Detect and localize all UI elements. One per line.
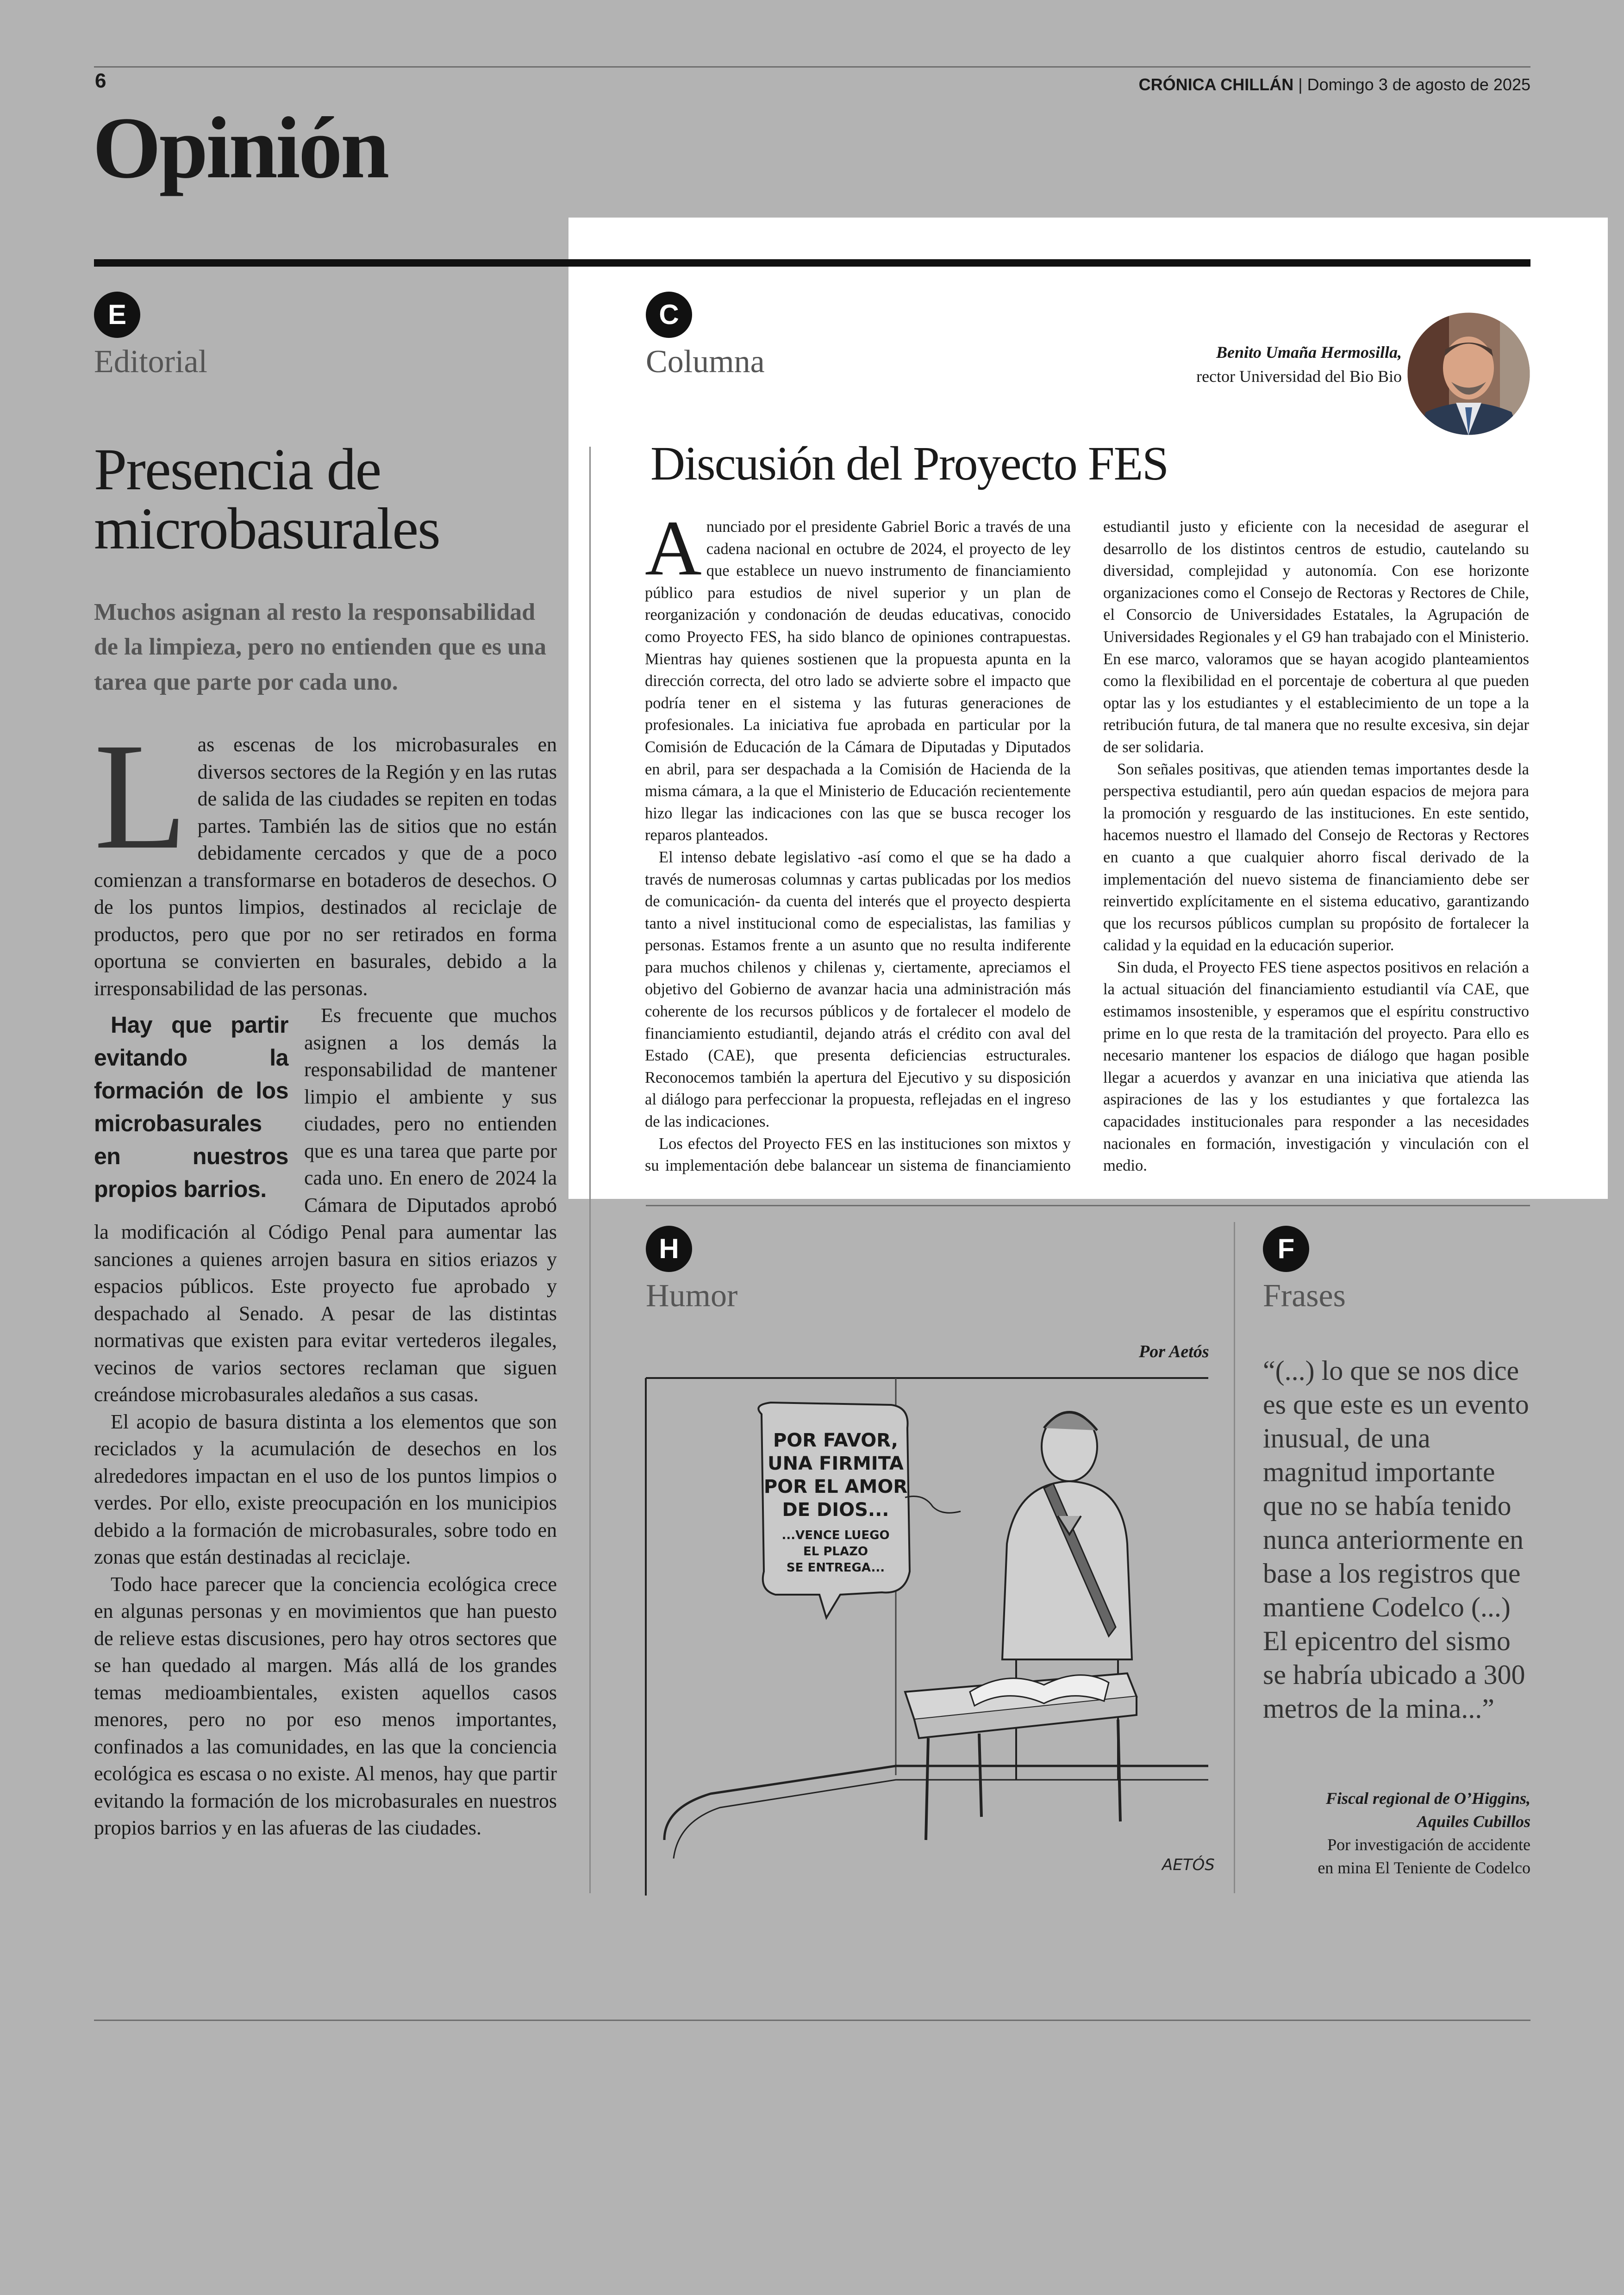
- editorial-headline: Presencia de microbasurales: [94, 437, 440, 561]
- column-kicker: Columna: [646, 344, 765, 380]
- featured-quote: “(...) lo que se nos dice es que este es un evento inusual, de una magnitud importante que no se había tenido nunca anteriormente en base a los registros que mantiene Codelco (...) El epicentro del sismo se habría ubicado a 300 metros de la mina...”: [1263, 1355, 1529, 1724]
- column-paragraph: Sin duda, el Proyecto FES tiene aspectos positivos en relación a la actual situación del financiamiento estudiantil vía CAE, que estimamos insostenible, y esperamos que el espíritu constructivo prime en lo que resta de la tramitación del proyecto. Para ello es necesario mantener los espacios de diálogo que hagan posible llegar a acuerdos y avanzar en una iniciativa que atienda las aspiraciones de las y los estudiantes y que fortalezca las capacidades institucionales para responder a las necesidades nacionales en formación, investigación y vinculación con el medio.: [1103, 958, 1529, 1175]
- editorial-kicker: Editorial: [94, 344, 207, 380]
- author-name: Benito Umaña Hermosilla,: [1216, 343, 1402, 362]
- bubble-line: POR EL AMOR: [763, 1476, 908, 1497]
- editorial-pullquote: Hay que partir evitando la formación de los microbasurales en nuestros propios barrios.: [94, 1012, 288, 1202]
- column-dropcap: A: [645, 505, 702, 592]
- cartoon-signature: AETÓS: [1162, 1856, 1215, 1874]
- masthead-separator: |: [1298, 75, 1303, 94]
- section-rule: [94, 259, 1530, 267]
- column-byline: [1196, 340, 1402, 388]
- quote-author-name: Aquiles Cubillos: [1417, 1812, 1530, 1831]
- bubble-small-line: ...VENCE LUEGO: [781, 1528, 890, 1542]
- editorial-lead: Muchos asignan al resto la responsabilidad de la limpieza, pero no entienden que es una tarea que parte por cada uno.: [94, 599, 547, 695]
- editorial-paragraph: Las escenas de los microbasurales en diversos sectores de la Región y en las rutas de salida de las ciudades se repiten en todas partes. También las de sitios que no están debidamente cercados y que de a poco comienzan a transformarse en botaderos de desechos. O de los puntos limpios, destinados al reciclaje de productos, pero que por no ser retirados en forma oportuna se convierten en basurales, debido a la irresponsabilidad de las personas.: [94, 712, 557, 1000]
- publication-name: CRÓNICA CHILLÁN: [1138, 75, 1294, 94]
- column-paragraph: Anunciado por el presidente Gabriel Boric a través de una cadena nacional en octubre de 2024, el proyecto de ley que establece un nuevo instrumento de financiamiento público para estudios de nivel superior y un plan de reorganización y condonación de deudas educativas, conocido como Proyecto FES, ha sido blanco de opiniones contrapuestas. Mientras hay quienes sostienen que la propuesta apunta en la dirección correcta, del otro lado se advierte sobre el impacto que podría tener en el sistema y las futuras generaciones de profesionales. La iniciativa fue aprobada en particular por la Comisión de Educación de la Cámara de Diputadas y Diputados en abril, para ser despachada a la Comisión de Hacienda de la misma cámara, a la que el Ministerio de Educación recientemente hizo llegar las indicaciones con las que se busca recoger los reparos planteados.: [645, 505, 1071, 844]
- bubble-line: POR FAVOR,: [773, 1430, 899, 1451]
- section-title: Opinión: [93, 100, 388, 197]
- bubble-small-line: SE ENTREGA...: [786, 1561, 885, 1575]
- editorial-paragraph: Hay que partir evitando la formación de los microbasurales en nuestros propios barrios. Es frecuente que muchos asignen a los demás la responsabilidad de mantener limpio el ambiente y sus ciudades, pero no entienden que es una tarea que parte por cada uno. En enero de 2024 la Cámara de Diputados aprobó la modificación al Código Penal para aumentar las sanciones a quienes arrojen basura en sitios eriazos y espacios públicos. Este proyecto fue aprobado y despachado al Senado. A pesar de las distintas normativas que existen para evitar vertederos ilegales, vecinos de varios sectores reclaman que siguen creándose microbasurales aledaños a sus casas.: [94, 1004, 557, 1406]
- bubble-small-line: EL PLAZO: [803, 1545, 868, 1559]
- masthead: [1139, 75, 1530, 94]
- quote-context: Por investigación de accidente: [1327, 1835, 1530, 1854]
- author-photo: [1407, 312, 1530, 435]
- quote-context: en mina El Teniente de Codelco: [1318, 1858, 1530, 1877]
- column-title: Discusión del Proyecto FES: [650, 437, 1168, 490]
- editorial-paragraph: Todo hace parecer que la conciencia ecológica crece en algunas personas y en movimientos que han puesto de relieve estas discusiones, pero hay otros sectores que se han quedado al margen. Más allá de los grandes temas medioambientales, existen aquellos casos menores, pero no por eso menos importantes, confinados a las comunidades, en las que la conciencia ecológica es escasa o no existe. Al menos, hay que partir evitando la formación de los microbasurales en nuestros propios barrios y en las afueras de las ciudades.: [94, 1572, 557, 1839]
- bottom-rule: [94, 2020, 1530, 2021]
- editorial-dropcap: L: [94, 712, 187, 881]
- cartoon-image: [646, 1377, 1215, 1896]
- frases-badge: F: [1263, 1226, 1309, 1272]
- column-badge: C: [646, 292, 692, 338]
- top-rule: [94, 66, 1530, 68]
- column-paragraph: Son señales positivas, que atienden temas importantes desde la perspectiva estudiantil, pero aún quedan espacios de mejora para la promoción y resguardo de las instituciones. En este sentido, hacemos nuestro el llamado del Consejo de Rectoras y Rectores en cuanto a que cualquier ahorro fiscal derivado de la implementación del nuevo sistema de financiamiento debe ser reinvertido explícitamente en el sistema educativo, garantizando que los recursos públicos cumplan su propósito de fortalecer la calidad y la equidad en la educación superior.: [1103, 760, 1529, 954]
- issue-date: Domingo 3 de agosto de 2025: [1307, 75, 1530, 94]
- column-divider-right: [1234, 1222, 1235, 1893]
- column-paragraph: El intenso debate legislativo -así como el que se ha dado a través de numerosas columnas y cartas publicadas por los medios de comunicación- da cuenta del interés que el proyecto despierta tanto a nivel institucional como de especialistas, las familias y personas. Estamos frente a un asunto que no resulta indiferente para muchos chilenos y chilenas y, ciertamente, apreciamos el objetivo del Gobierno de avanzar hacia una administración más coherente de los recursos públicos y de fortalecer el modelo de financiamiento estudiantil, dejando atrás el crédito con aval del Estado (CAE), que presenta deficiencias estructurales. Reconocemos también la apertura del Ejecutivo y su disposición al diálogo para perfeccionar la propuesta, reflejadas en el ingreso de las indicaciones.: [645, 848, 1071, 1131]
- humor-kicker: Humor: [646, 1278, 738, 1314]
- quote-author-role: Fiscal regional de O’Higgins,: [1325, 1789, 1530, 1808]
- cartoon-credit: Por Aetós: [1139, 1342, 1209, 1361]
- column-body: [645, 505, 1529, 1192]
- author-role: rector Universidad del Bio Bio: [1196, 367, 1402, 386]
- humor-badge: H: [646, 1226, 692, 1272]
- column-paragraph: Los efectos del Proyecto FES en las instituciones son mixtos y su implementación debe balancear un sistema de financiamiento estudiantil justo y eficiente con la necesidad de asegurar el desarrollo de los distintos centros de estudio, cautelando su diversidad, complejidad y autonomía. Con ese horizonte organizaciones como el Consejo de Rectoras y Rectores de Chile, el Consorcio de Universidades Estatales, la Agrupación de Universidades Regionales y el G9 han trabajado con el Ministerio. En ese marco, valoramos que se hayan acogido planteamientos como la flexibilidad en el porcentaje de cobertura al que pueden optar las y los estudiantes y el establecimiento de un tope a la retribución futura, de tal manera que no resulte excesiva, sin dejar de ser solidaria.: [645, 518, 1529, 1175]
- middle-rule: [646, 1205, 1530, 1206]
- bubble-line: UNA FIRMITA: [768, 1453, 904, 1474]
- frases-kicker: Frases: [1263, 1278, 1346, 1314]
- quote-attribution: [1318, 1787, 1530, 1879]
- page-number: 6: [95, 69, 106, 92]
- editorial-badge: E: [94, 292, 140, 338]
- editorial-paragraph: El acopio de basura distinta a los elementos que son reciclados y la acumulación de desechos en los alrededores impactan en el uso de los puntos limpios o verdes. Por ello, existe preocupación en los municipios debido a la formación de microbasurales, sobre todo en zonas que están destinadas al reciclaje.: [94, 1410, 557, 1568]
- bubble-line: DE DIOS...: [782, 1499, 889, 1521]
- column-divider-left: [589, 447, 591, 1893]
- editorial-body: [94, 712, 557, 1902]
